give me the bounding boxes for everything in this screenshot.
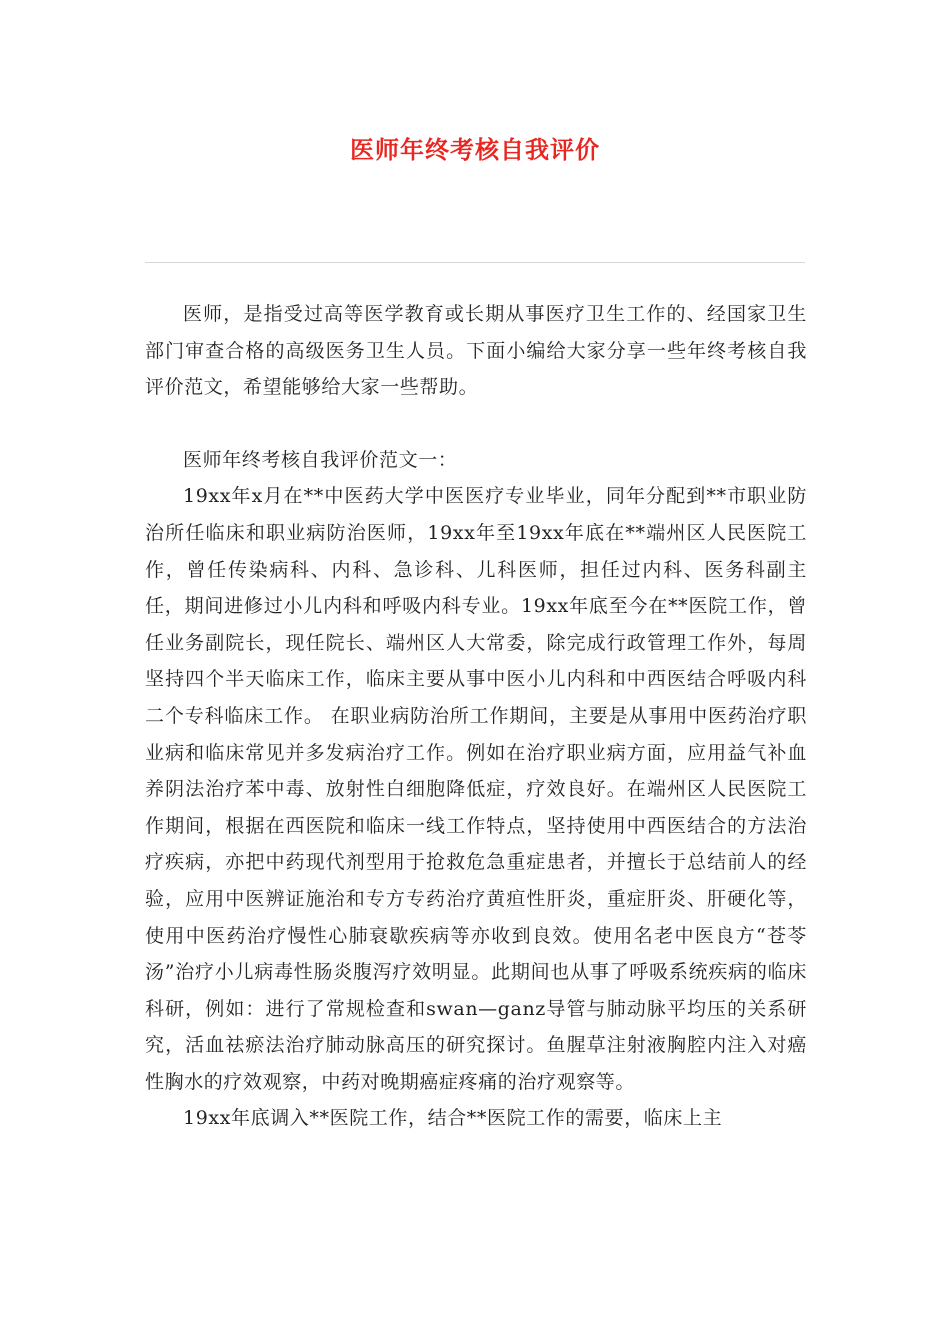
document-body <box>145 296 807 1137</box>
body-paragraph: 19xx年x月在**中医药大学中医医疗专业毕业，同年分配到**市职业防治所任临床和职业病防治医师，19xx年至19xx年底在**端州区人民医院工作，曾任传染病科、内科、急诊科、儿科医师，担任过内科、医务科副主任，期间进修过小儿内科和呼吸内科专业。19xx年底至今在**医院工作，曾任业务副院长，现任院长、端州区人大常委，除完成行政管理工作外，每周坚持四个半天临床工作，临床主要从事中医小儿内科和中西医结合呼吸内科二个专科临床工作。 在职业病防治所工作期间，主要是从事用中医药治疗职业病和临床常见并多发病治疗工作。例如在治疗职业病方面，应用益气补血养阴法治疗苯中毒、放射性白细胞降低症，疗效良好。在端州区人民医院工作期间，根据在西医院和临床一线工作特点，坚持使用中西医结合的方法治疗疾病，亦把中药现代剂型用于抢救危急重症患者，并擅长于总结前人的经验，应用中医辨证施治和专方专药治疗黄疸性肝炎，重症肝炎、肝硬化等，使用中医药治疗慢性心肺衰歇疾病等亦收到良效。使用名老中医良方“苍苓汤”治疗小儿病毒性肠炎腹泻疗效明显。此期间也从事了呼吸系统疾病的临床科研，例如：进行了常规检查和swan—ganz导管与肺动脉平均压的关系研究，活血祛瘀法治疗肺动脉高压的研究探讨。鱼腥草注射液胸腔内注入对癌性胸水的疗效观察，中药对晚期癌症疼痛的治疗观察等。 <box>145 485 807 1093</box>
page-title: 医师年终考核自我评价 <box>350 136 600 164</box>
body-paragraph: 19xx年底调入**医院工作，结合**医院工作的需要，临床上主 <box>183 1107 723 1130</box>
intro-paragraph: 医师，是指受过高等医学教育或长期从事医疗卫生工作的、经国家卫生部门审查合格的高级医务卫生人员。下面小编给大家分享一些年终考核自我评价范文，希望能够给大家一些帮助。 <box>145 303 807 399</box>
title-divider <box>145 262 805 263</box>
section-heading: 医师年终考核自我评价范文一： <box>183 448 458 471</box>
